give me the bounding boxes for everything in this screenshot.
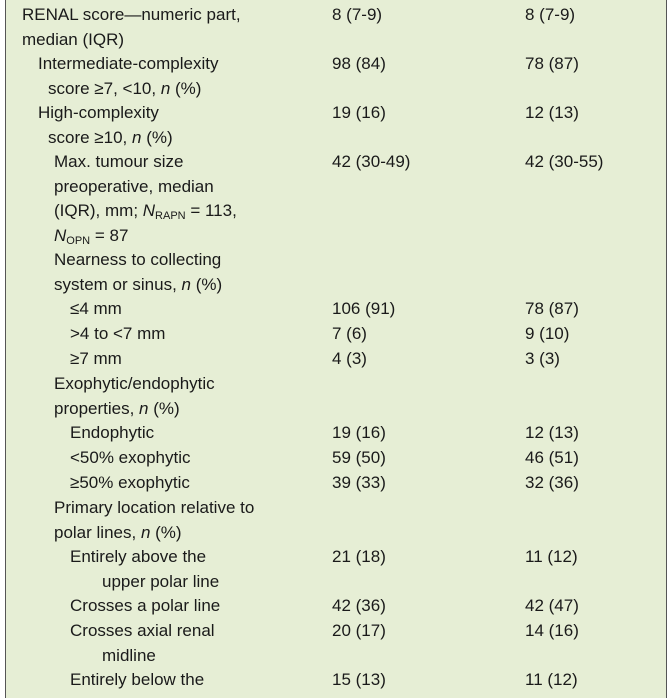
row-label: Crosses a polar line (70, 596, 221, 615)
row-label: ≥50% exophytic (70, 473, 190, 492)
rapn-value: 98 (84) (332, 54, 386, 73)
rapn-value: 19 (16) (332, 103, 386, 122)
opn-value: 14 (16) (525, 621, 579, 640)
row-label: Entirely above the upper polar line (70, 547, 220, 591)
row-label: RENAL score—numeric part, median (IQR) (22, 5, 241, 49)
opn-value: 8 (7-9) (525, 5, 576, 24)
row-label: High-complexity score ≥10, n (%) (38, 103, 173, 147)
opn-value: 78 (87) (525, 54, 579, 73)
rapn-value: 21 (18) (332, 547, 386, 566)
rapn-value: 4 (3) (332, 349, 367, 368)
row-label: ≥7 mm (70, 349, 122, 368)
rapn-value: 15 (13) (332, 670, 386, 689)
opn-value: 42 (30-55) (525, 152, 604, 171)
rapn-value: 106 (91) (332, 299, 396, 318)
row-label: Max. tumour size preoperative, median (IQR), mm; $N_{RAPN} = 113$, $N_{OPN} = 87$ (54, 152, 237, 247)
opn-value: 9 (10) (525, 324, 570, 343)
rapn-value: 39 (33) (332, 473, 386, 492)
row-label: Endophytic (70, 423, 155, 442)
row-label: Crosses axial renal midline (70, 621, 215, 665)
row-label: ≤4 mm (70, 299, 122, 318)
row-label: Entirely below the (70, 670, 205, 689)
rapn-value: 19 (16) (332, 423, 386, 442)
row-label: <50% exophytic (70, 448, 191, 467)
row-label: Intermediate-complexity score ≥7, <10, n (%) (38, 54, 219, 98)
opn-value: 32 (36) (525, 473, 579, 492)
rapn-value: 20 (17) (332, 621, 386, 640)
row-label: >4 to <7 mm (70, 324, 166, 343)
opn-value: 11 (12) (525, 670, 578, 689)
table-panel (5, 0, 667, 698)
row-label: Nearness to collecting system or sinus, n (%) (54, 250, 223, 294)
row-label: Exophytic/endophytic properties, n (%) (54, 374, 215, 418)
rapn-value: 8 (7-9) (332, 5, 383, 24)
opn-value: 3 (3) (525, 349, 560, 368)
rapn-value: 42 (36) (332, 596, 386, 615)
row-label: Primary location relative to polar lines, n (%) (54, 498, 255, 542)
opn-value: 11 (12) (525, 547, 578, 566)
opn-value: 12 (13) (525, 423, 579, 442)
opn-value: 46 (51) (525, 448, 579, 467)
rapn-value: 7 (6) (332, 324, 367, 343)
opn-value: 78 (87) (525, 299, 579, 318)
rapn-value: 42 (30-49) (332, 152, 411, 171)
opn-value: 42 (47) (525, 596, 579, 615)
opn-value: 12 (13) (525, 103, 579, 122)
rapn-value: 59 (50) (332, 448, 386, 467)
